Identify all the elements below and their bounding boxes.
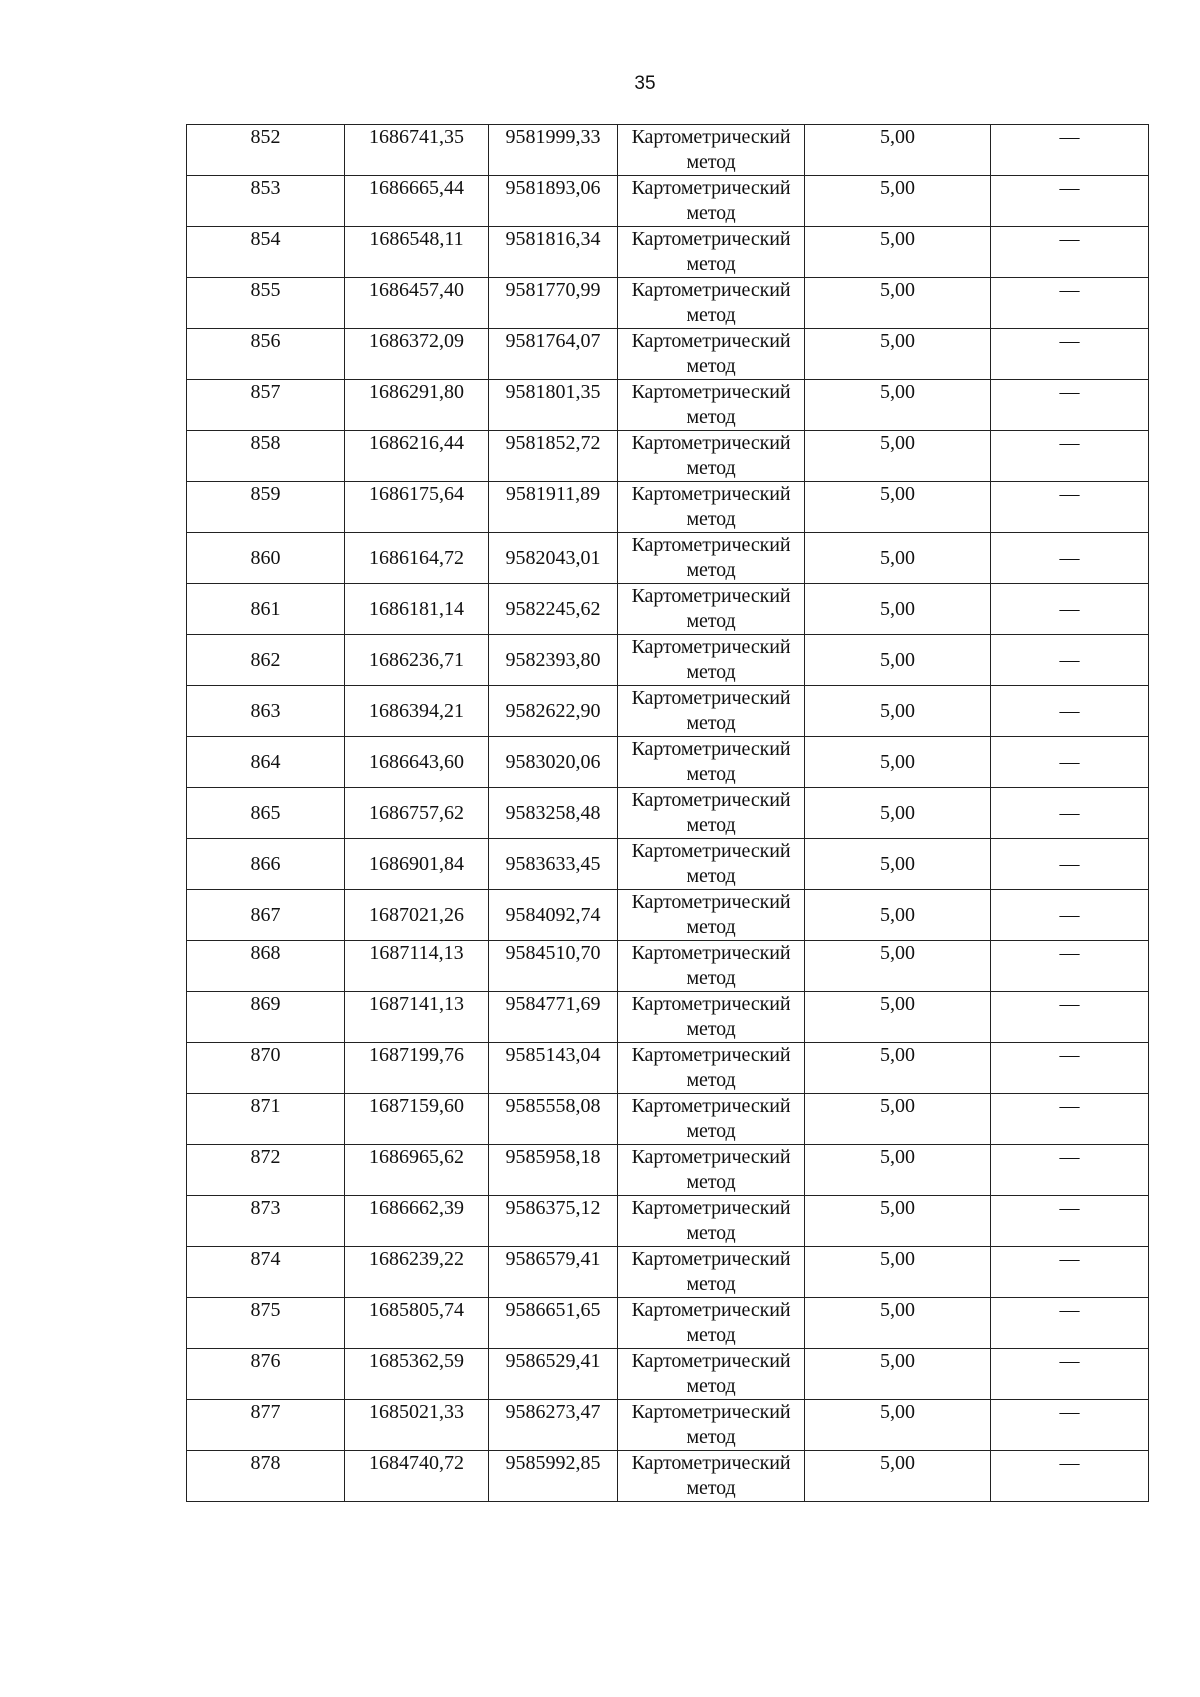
point-number-cell: 866 — [187, 839, 345, 890]
accuracy-cell: 5,00 — [805, 686, 991, 737]
point-number-cell: 857 — [187, 380, 345, 431]
table-row — [187, 329, 1149, 380]
note-cell: — — [991, 1298, 1149, 1349]
table-row — [187, 1298, 1149, 1349]
table-row — [187, 737, 1149, 788]
table-row — [187, 635, 1149, 686]
method-cell: Картометрический метод — [618, 1043, 805, 1094]
x-coordinate-cell: 1686291,80 — [345, 380, 489, 431]
method-cell: Картометрический метод — [618, 482, 805, 533]
method-cell: Картометрический метод — [618, 431, 805, 482]
accuracy-cell: 5,00 — [805, 1196, 991, 1247]
point-number-cell: 865 — [187, 788, 345, 839]
table-row — [187, 1400, 1149, 1451]
accuracy-cell: 5,00 — [805, 1094, 991, 1145]
point-number-cell: 877 — [187, 1400, 345, 1451]
method-cell: Картометрический метод — [618, 1196, 805, 1247]
point-number-cell: 852 — [187, 125, 345, 176]
table-body — [187, 125, 1149, 1502]
x-coordinate-cell: 1686741,35 — [345, 125, 489, 176]
x-coordinate-cell: 1686662,39 — [345, 1196, 489, 1247]
table-row — [187, 482, 1149, 533]
table-row — [187, 176, 1149, 227]
accuracy-cell: 5,00 — [805, 329, 991, 380]
note-cell: — — [991, 584, 1149, 635]
note-cell: — — [991, 1451, 1149, 1502]
note-cell: — — [991, 1196, 1149, 1247]
point-number-cell: 878 — [187, 1451, 345, 1502]
point-number-cell: 874 — [187, 1247, 345, 1298]
method-cell: Картометрический метод — [618, 278, 805, 329]
table-row — [187, 431, 1149, 482]
accuracy-cell: 5,00 — [805, 737, 991, 788]
x-coordinate-cell: 1686216,44 — [345, 431, 489, 482]
accuracy-cell: 5,00 — [805, 1349, 991, 1400]
method-cell: Картометрический метод — [618, 1145, 805, 1196]
note-cell: — — [991, 1247, 1149, 1298]
table-row — [187, 1145, 1149, 1196]
note-cell: — — [991, 533, 1149, 584]
note-cell: — — [991, 1145, 1149, 1196]
y-coordinate-cell: 9585992,85 — [489, 1451, 618, 1502]
accuracy-cell: 5,00 — [805, 1298, 991, 1349]
x-coordinate-cell: 1686239,22 — [345, 1247, 489, 1298]
x-coordinate-cell: 1686236,71 — [345, 635, 489, 686]
x-coordinate-cell: 1686548,11 — [345, 227, 489, 278]
y-coordinate-cell: 9584510,70 — [489, 941, 618, 992]
point-number-cell: 873 — [187, 1196, 345, 1247]
point-number-cell: 872 — [187, 1145, 345, 1196]
point-number-cell: 875 — [187, 1298, 345, 1349]
x-coordinate-cell: 1686181,14 — [345, 584, 489, 635]
x-coordinate-cell: 1686457,40 — [345, 278, 489, 329]
y-coordinate-cell: 9586529,41 — [489, 1349, 618, 1400]
y-coordinate-cell: 9581999,33 — [489, 125, 618, 176]
note-cell: — — [991, 482, 1149, 533]
coordinates-table — [186, 124, 1149, 1502]
accuracy-cell: 5,00 — [805, 380, 991, 431]
method-cell: Картометрический метод — [618, 533, 805, 584]
point-number-cell: 867 — [187, 890, 345, 941]
note-cell: — — [991, 1400, 1149, 1451]
note-cell: — — [991, 278, 1149, 329]
note-cell: — — [991, 1043, 1149, 1094]
table-row — [187, 992, 1149, 1043]
method-cell: Картометрический метод — [618, 635, 805, 686]
accuracy-cell: 5,00 — [805, 941, 991, 992]
method-cell: Картометрический метод — [618, 227, 805, 278]
y-coordinate-cell: 9583258,48 — [489, 788, 618, 839]
method-cell: Картометрический метод — [618, 992, 805, 1043]
note-cell: — — [991, 1094, 1149, 1145]
accuracy-cell: 5,00 — [805, 839, 991, 890]
point-number-cell: 862 — [187, 635, 345, 686]
y-coordinate-cell: 9581852,72 — [489, 431, 618, 482]
x-coordinate-cell: 1686665,44 — [345, 176, 489, 227]
note-cell: — — [991, 788, 1149, 839]
y-coordinate-cell: 9586579,41 — [489, 1247, 618, 1298]
method-cell: Картометрический метод — [618, 890, 805, 941]
y-coordinate-cell: 9585958,18 — [489, 1145, 618, 1196]
accuracy-cell: 5,00 — [805, 1145, 991, 1196]
note-cell: — — [991, 635, 1149, 686]
method-cell: Картометрический метод — [618, 380, 805, 431]
note-cell: — — [991, 176, 1149, 227]
y-coordinate-cell: 9582622,90 — [489, 686, 618, 737]
table-row — [187, 1247, 1149, 1298]
note-cell: — — [991, 839, 1149, 890]
y-coordinate-cell: 9582043,01 — [489, 533, 618, 584]
method-cell: Картометрический метод — [618, 1451, 805, 1502]
method-cell: Картометрический метод — [618, 1298, 805, 1349]
point-number-cell: 853 — [187, 176, 345, 227]
x-coordinate-cell: 1687159,60 — [345, 1094, 489, 1145]
accuracy-cell: 5,00 — [805, 125, 991, 176]
point-number-cell: 859 — [187, 482, 345, 533]
method-cell: Картометрический метод — [618, 941, 805, 992]
note-cell: — — [991, 890, 1149, 941]
x-coordinate-cell: 1686643,60 — [345, 737, 489, 788]
x-coordinate-cell: 1685362,59 — [345, 1349, 489, 1400]
y-coordinate-cell: 9586375,12 — [489, 1196, 618, 1247]
table-row — [187, 533, 1149, 584]
accuracy-cell: 5,00 — [805, 431, 991, 482]
x-coordinate-cell: 1686372,09 — [345, 329, 489, 380]
accuracy-cell: 5,00 — [805, 584, 991, 635]
x-coordinate-cell: 1684740,72 — [345, 1451, 489, 1502]
y-coordinate-cell: 9586651,65 — [489, 1298, 618, 1349]
x-coordinate-cell: 1686965,62 — [345, 1145, 489, 1196]
point-number-cell: 864 — [187, 737, 345, 788]
y-coordinate-cell: 9581816,34 — [489, 227, 618, 278]
table-row — [187, 1349, 1149, 1400]
table-row — [187, 788, 1149, 839]
note-cell: — — [991, 686, 1149, 737]
accuracy-cell: 5,00 — [805, 1400, 991, 1451]
accuracy-cell: 5,00 — [805, 890, 991, 941]
y-coordinate-cell: 9585558,08 — [489, 1094, 618, 1145]
page-number: 35 — [634, 73, 656, 94]
accuracy-cell: 5,00 — [805, 533, 991, 584]
method-cell: Картометрический метод — [618, 737, 805, 788]
table-row — [187, 278, 1149, 329]
accuracy-cell: 5,00 — [805, 176, 991, 227]
accuracy-cell: 5,00 — [805, 1043, 991, 1094]
y-coordinate-cell: 9581764,07 — [489, 329, 618, 380]
accuracy-cell: 5,00 — [805, 227, 991, 278]
note-cell: — — [991, 380, 1149, 431]
x-coordinate-cell: 1685021,33 — [345, 1400, 489, 1451]
point-number-cell: 855 — [187, 278, 345, 329]
x-coordinate-cell: 1686164,72 — [345, 533, 489, 584]
table-row — [187, 839, 1149, 890]
method-cell: Картометрический метод — [618, 686, 805, 737]
method-cell: Картометрический метод — [618, 1094, 805, 1145]
method-cell: Картометрический метод — [618, 839, 805, 890]
x-coordinate-cell: 1686901,84 — [345, 839, 489, 890]
x-coordinate-cell: 1686757,62 — [345, 788, 489, 839]
y-coordinate-cell: 9581801,35 — [489, 380, 618, 431]
accuracy-cell: 5,00 — [805, 635, 991, 686]
point-number-cell: 871 — [187, 1094, 345, 1145]
y-coordinate-cell: 9582245,62 — [489, 584, 618, 635]
x-coordinate-cell: 1687021,26 — [345, 890, 489, 941]
point-number-cell: 858 — [187, 431, 345, 482]
point-number-cell: 856 — [187, 329, 345, 380]
method-cell: Картометрический метод — [618, 1349, 805, 1400]
point-number-cell: 868 — [187, 941, 345, 992]
x-coordinate-cell: 1687141,13 — [345, 992, 489, 1043]
y-coordinate-cell: 9581911,89 — [489, 482, 618, 533]
table-row — [187, 941, 1149, 992]
note-cell: — — [991, 992, 1149, 1043]
x-coordinate-cell: 1686394,21 — [345, 686, 489, 737]
point-number-cell: 863 — [187, 686, 345, 737]
table-row — [187, 227, 1149, 278]
x-coordinate-cell: 1687114,13 — [345, 941, 489, 992]
method-cell: Картометрический метод — [618, 329, 805, 380]
table-row — [187, 1094, 1149, 1145]
point-number-cell: 870 — [187, 1043, 345, 1094]
y-coordinate-cell: 9584771,69 — [489, 992, 618, 1043]
note-cell: — — [991, 941, 1149, 992]
x-coordinate-cell: 1685805,74 — [345, 1298, 489, 1349]
point-number-cell: 860 — [187, 533, 345, 584]
y-coordinate-cell: 9581770,99 — [489, 278, 618, 329]
accuracy-cell: 5,00 — [805, 788, 991, 839]
accuracy-cell: 5,00 — [805, 1247, 991, 1298]
accuracy-cell: 5,00 — [805, 482, 991, 533]
point-number-cell: 876 — [187, 1349, 345, 1400]
accuracy-cell: 5,00 — [805, 992, 991, 1043]
point-number-cell: 854 — [187, 227, 345, 278]
y-coordinate-cell: 9583633,45 — [489, 839, 618, 890]
y-coordinate-cell: 9584092,74 — [489, 890, 618, 941]
y-coordinate-cell: 9586273,47 — [489, 1400, 618, 1451]
x-coordinate-cell: 1686175,64 — [345, 482, 489, 533]
note-cell: — — [991, 1349, 1149, 1400]
note-cell: — — [991, 431, 1149, 482]
table-row — [187, 686, 1149, 737]
method-cell: Картометрический метод — [618, 584, 805, 635]
y-coordinate-cell: 9583020,06 — [489, 737, 618, 788]
y-coordinate-cell: 9581893,06 — [489, 176, 618, 227]
y-coordinate-cell: 9582393,80 — [489, 635, 618, 686]
method-cell: Картометрический метод — [618, 125, 805, 176]
table-row — [187, 380, 1149, 431]
table-row — [187, 890, 1149, 941]
table-row — [187, 584, 1149, 635]
note-cell: — — [991, 737, 1149, 788]
accuracy-cell: 5,00 — [805, 1451, 991, 1502]
method-cell: Картометрический метод — [618, 1400, 805, 1451]
y-coordinate-cell: 9585143,04 — [489, 1043, 618, 1094]
table-row — [187, 125, 1149, 176]
note-cell: — — [991, 227, 1149, 278]
point-number-cell: 861 — [187, 584, 345, 635]
point-number-cell: 869 — [187, 992, 345, 1043]
note-cell: — — [991, 329, 1149, 380]
x-coordinate-cell: 1687199,76 — [345, 1043, 489, 1094]
method-cell: Картометрический метод — [618, 788, 805, 839]
table-row — [187, 1043, 1149, 1094]
table-row — [187, 1196, 1149, 1247]
method-cell: Картометрический метод — [618, 176, 805, 227]
accuracy-cell: 5,00 — [805, 278, 991, 329]
note-cell: — — [991, 125, 1149, 176]
table-row — [187, 1451, 1149, 1502]
method-cell: Картометрический метод — [618, 1247, 805, 1298]
